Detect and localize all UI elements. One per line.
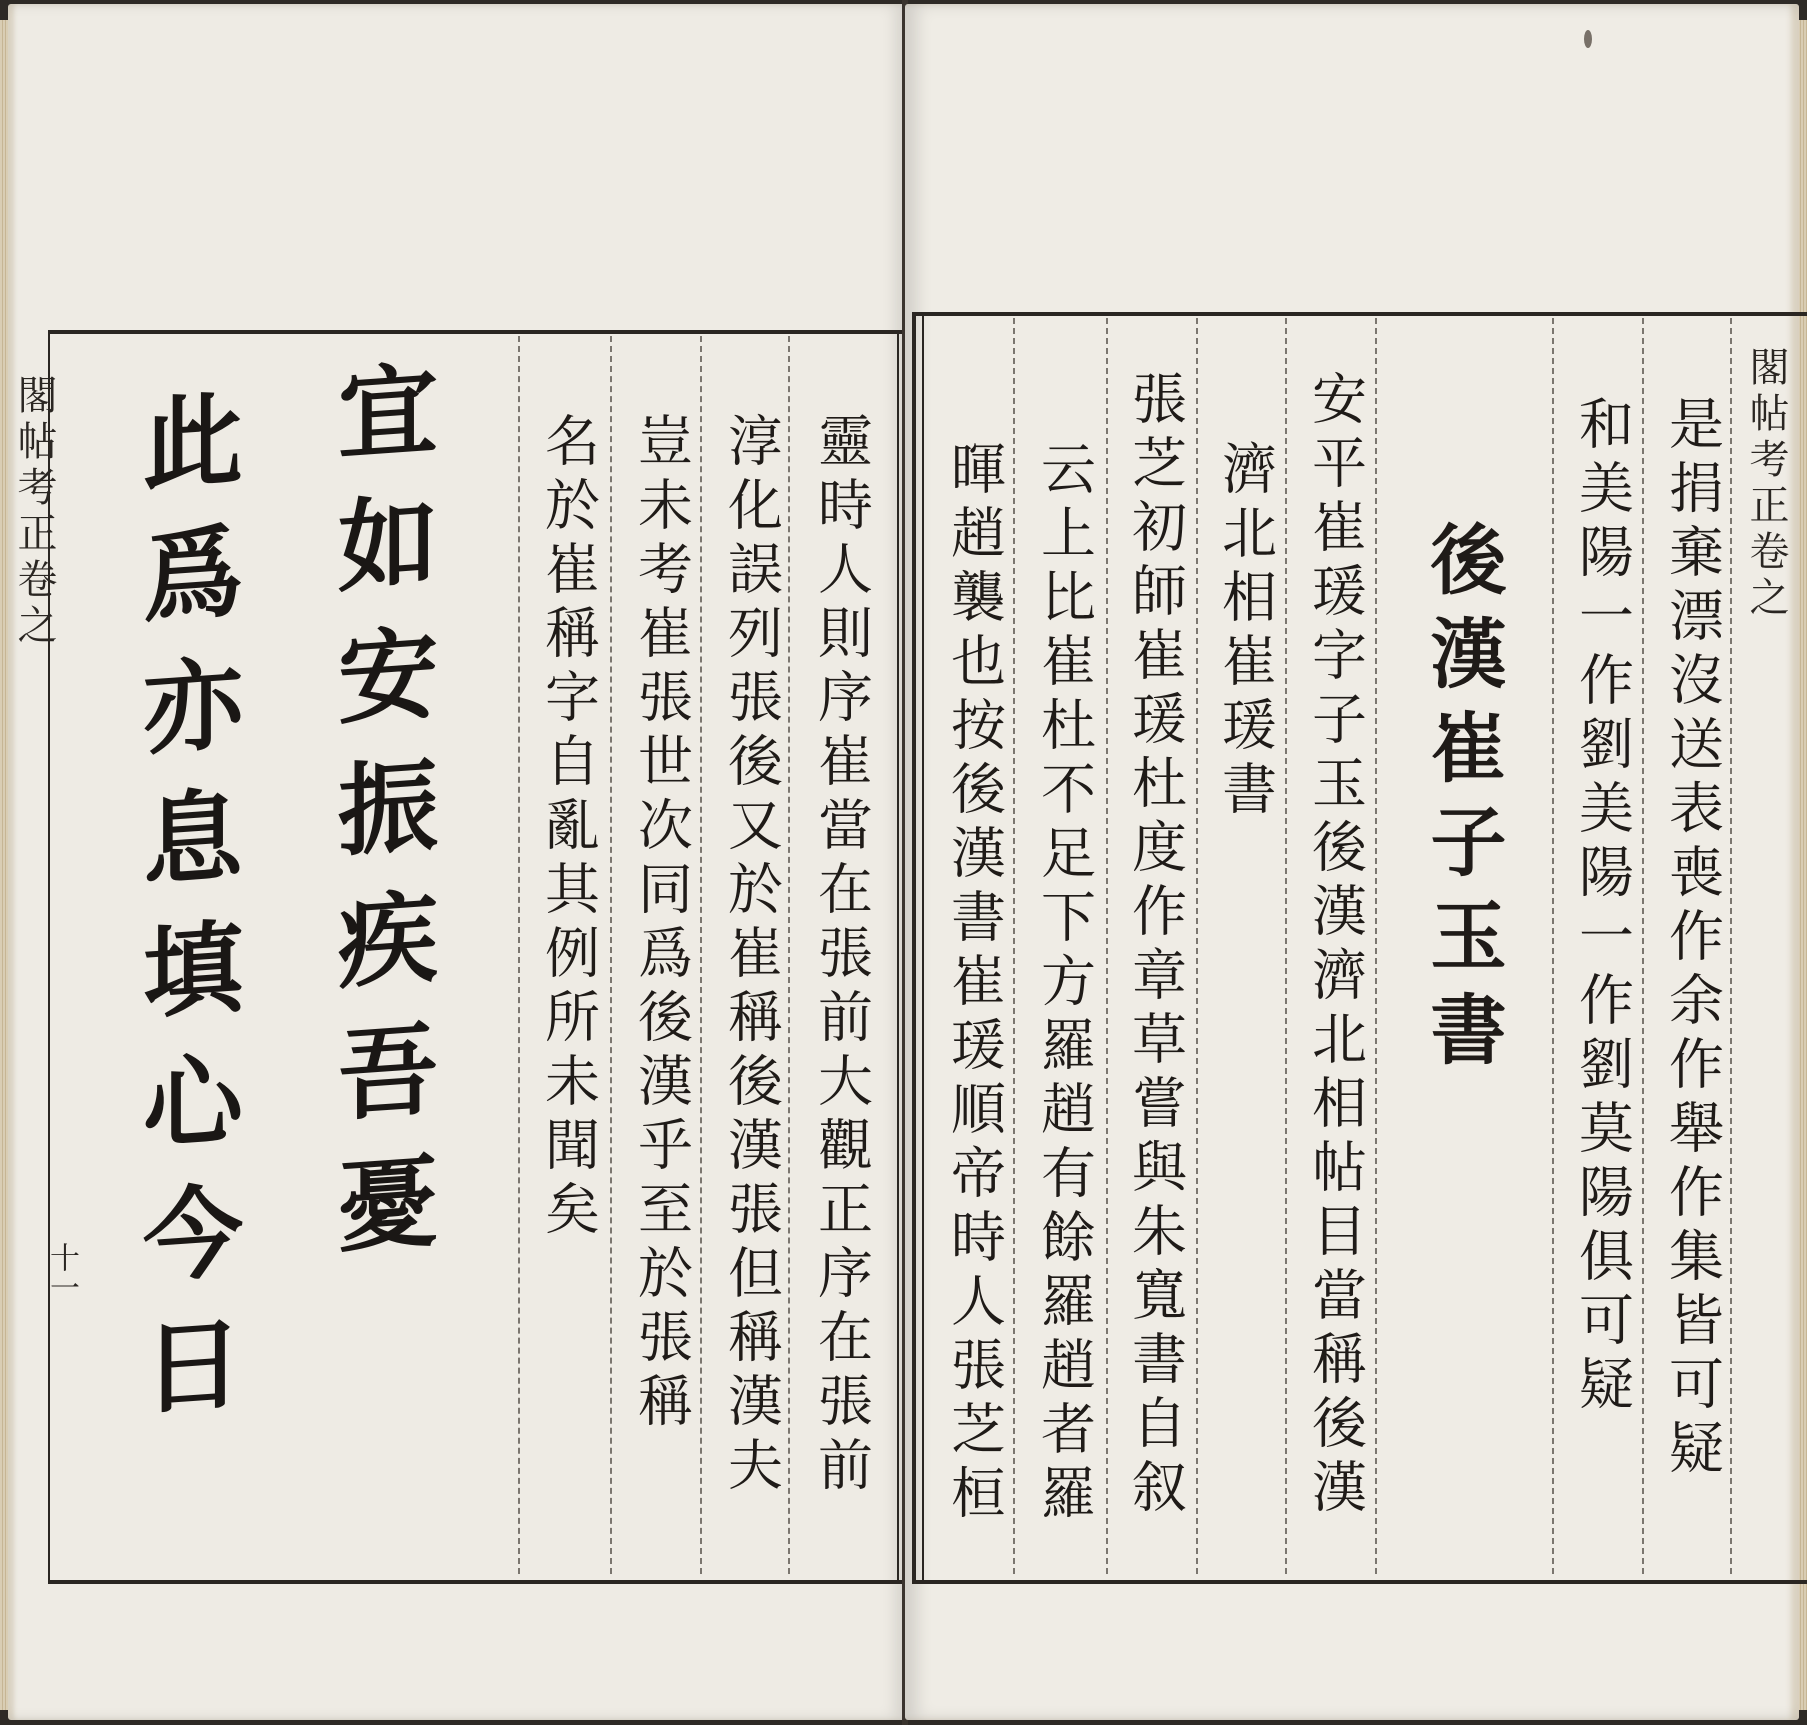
column-rule	[1106, 318, 1108, 1574]
calligraphy-column: 此爲亦息填心今日	[126, 385, 244, 1451]
column-rule	[1013, 318, 1015, 1574]
calligraphy-column: 宜如安振疾吾憂	[321, 355, 439, 1289]
frame-double-rule	[922, 316, 924, 1580]
entry-column: 濟北相崔瑗書	[1213, 440, 1277, 824]
folio-number: 十一	[44, 1242, 79, 1302]
column-rule	[700, 336, 702, 1574]
text-column: 靈時人則序崔當在張前大觀正序在張前	[809, 412, 873, 1500]
text-column: 是捐棄漂沒送表喪作余作舉作集皆可疑	[1660, 395, 1724, 1483]
column-rule	[1642, 318, 1644, 1574]
text-column: 豈未考崔張世次同爲後漢乎至於張稱	[629, 412, 693, 1436]
text-column: 淳化誤列張後又於崔稱後漢張但稱漢夫	[719, 412, 783, 1500]
column-rule	[1196, 318, 1198, 1574]
text-column: 名於崔稱字自亂其例所未聞矣	[536, 412, 600, 1244]
column-rule	[1552, 318, 1554, 1574]
entry-column: 張芝初師崔瑗杜度作章草嘗與朱寬書自叙	[1123, 370, 1187, 1522]
column-rule	[788, 336, 790, 1574]
entry-column: 暉趙襲也按後漢書崔瑗順帝時人張芝桓	[942, 440, 1006, 1528]
column-rule	[518, 336, 520, 1574]
text-column: 和美陽一作劉美陽一作劉莫陽俱可疑	[1570, 395, 1634, 1419]
column-rule	[1730, 318, 1732, 1574]
column-rule	[1375, 318, 1377, 1574]
section-heading: 後漢崔子玉書	[1418, 520, 1507, 1084]
left-margin-title: 閣帖考正卷之	[11, 374, 57, 650]
right-margin-title: 閣帖考正卷之	[1743, 346, 1789, 622]
entry-column: 安平崔瑗字子玉後漢濟北相帖目當稱後漢	[1303, 370, 1367, 1522]
entry-column: 云上比崔杜不足下方羅趙有餘羅趙者羅	[1032, 440, 1096, 1528]
frame-double-rule	[897, 334, 899, 1580]
column-rule	[610, 336, 612, 1574]
column-rule	[1285, 318, 1287, 1574]
paper-mark	[1584, 30, 1592, 48]
